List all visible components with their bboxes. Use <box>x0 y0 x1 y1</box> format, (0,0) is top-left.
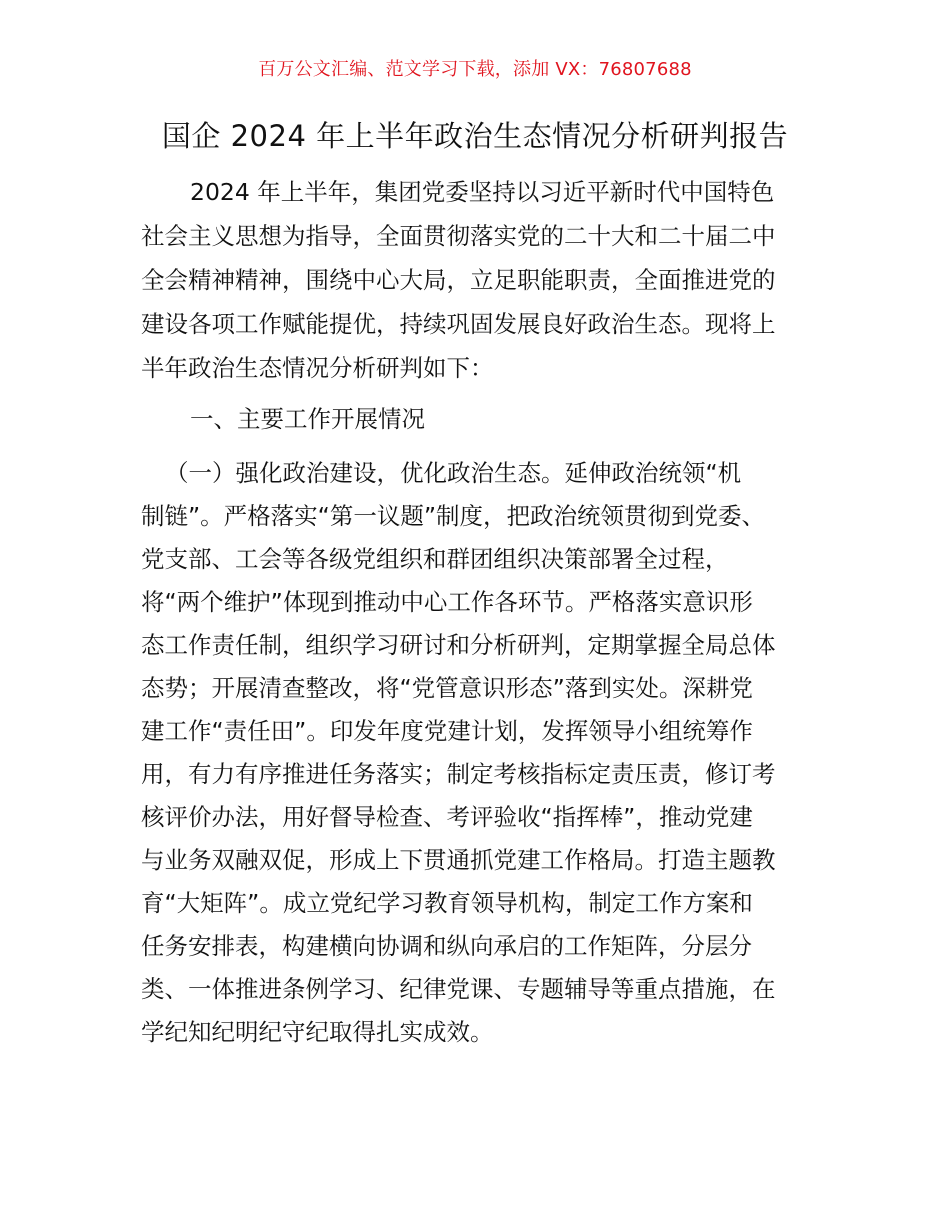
paragraph-line: 与业务双融双促，形成上下贯通抓党建工作格局。打造主题教 <box>141 846 776 874</box>
paragraph-line: （一）强化政治建设，优化政治生态。延伸政治统领“机 <box>165 459 742 487</box>
paragraph-line: 党支部、工会等各级党组织和群团组织决策部署全过程， <box>141 545 729 573</box>
paragraph-line: 建工作“责任田”。印发年度党建计划，发挥领导小组统筹作 <box>141 717 753 745</box>
paragraph-line: 将“两个维护”体现到推动中心工作各环节。严格落实意识形 <box>141 588 753 616</box>
paragraph-line: 2024 年上半年，集团党委坚持以习近平新时代中国特色 <box>190 178 775 206</box>
document-title: 国企 2024 年上半年政治生态情况分析研判报告 <box>161 119 789 153</box>
paragraph-line: 态势；开展清查整改，将“党管意识形态”落到实处。深耕党 <box>141 674 753 702</box>
paragraph-line: 类、一体推进条例学习、纪律党课、专题辅导等重点措施，在 <box>141 975 776 1003</box>
section-heading: 一、主要工作开展情况 <box>190 405 425 433</box>
watermark-banner: 百万公文汇编、范文学习下载，添加 VX：76807688 <box>258 59 692 80</box>
paragraph-line: 半年政治生态情况分析研判如下： <box>141 354 494 382</box>
paragraph-line: 用，有力有序推进任务落实；制定考核指标定责压责，修订考 <box>141 760 776 788</box>
paragraph-line: 制链”。严格落实“第一议题”制度，把政治统领贯彻到党委、 <box>141 502 766 530</box>
paragraph-line: 核评价办法，用好督导检查、考评验收“指挥棒”，推动党建 <box>141 803 753 831</box>
paragraph-line: 建设各项工作赋能提优，持续巩固发展良好政治生态。现将上 <box>141 310 776 338</box>
paragraph-line: 态工作责任制，组织学习研讨和分析研判，定期掌握全局总体 <box>141 631 776 659</box>
paragraph-line: 社会主义思想为指导，全面贯彻落实党的二十大和二十届二中 <box>141 222 776 250</box>
paragraph-line: 育“大矩阵”。成立党纪学习教育领导机构，制定工作方案和 <box>141 889 753 917</box>
paragraph-line: 学纪知纪明纪守纪取得扎实成效。 <box>141 1018 494 1046</box>
paragraph-line: 全会精神精神，围绕中心大局，立足职能职责，全面推进党的 <box>141 266 776 294</box>
paragraph-line: 任务安排表，构建横向协调和纵向承启的工作矩阵，分层分 <box>141 932 752 960</box>
